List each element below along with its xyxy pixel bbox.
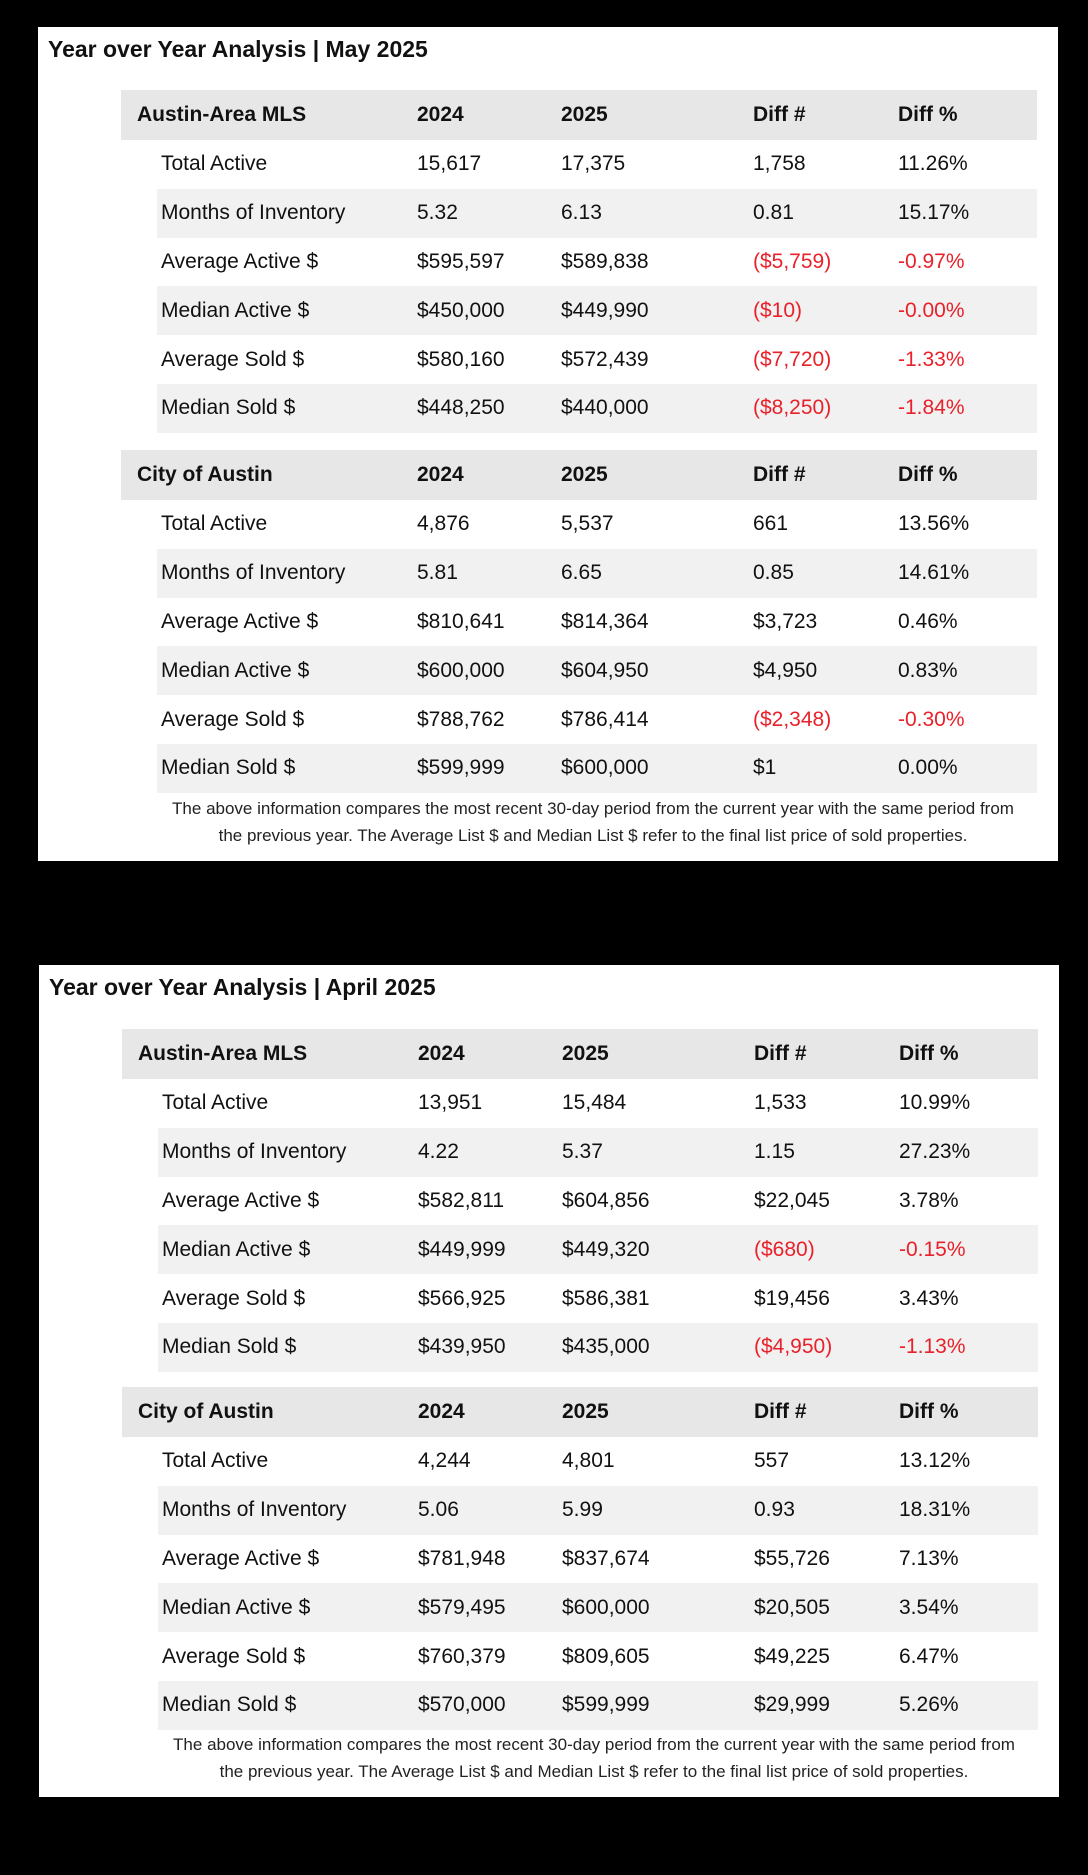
row-label: Total Active [161,512,268,536]
diff-pct: 6.47% [899,1644,959,1668]
footnote-line: The above information compares the most recent 30-day period from the current year with the same period from [172,799,1014,818]
table-row [158,1583,1038,1632]
value-2025: $449,990 [561,298,649,322]
row-label: Average Sold $ [162,1286,306,1310]
value-2024: $439,950 [418,1335,506,1359]
row-label: Total Active [162,1091,269,1115]
row-label: Average Active $ [162,1546,320,1570]
row-label: Months of Inventory [162,1140,347,1164]
header-2024: 2024 [418,1042,465,1065]
diff-pct: 3.78% [899,1188,959,1212]
value-2024: 5.06 [418,1498,459,1522]
diff-num: 1.15 [754,1140,795,1164]
diff-num: 0.81 [753,201,794,225]
value-2025: $435,000 [562,1335,650,1359]
footnote [38,795,1058,849]
table-row [121,695,1037,744]
table-row [158,1681,1038,1730]
value-2025: $837,674 [562,1546,650,1570]
value-2024: 4.22 [418,1140,459,1164]
table-row [121,335,1037,384]
row-label: Months of Inventory [161,201,346,225]
value-2024: $579,495 [418,1595,506,1619]
table-row [158,1128,1038,1177]
row-label: Average Active $ [162,1188,320,1212]
row-label: Average Active $ [161,249,319,273]
value-2024: 15,617 [417,152,482,176]
value-2025: $600,000 [561,756,649,780]
row-label: Median Sold $ [162,1335,297,1359]
row-label: Median Active $ [161,658,310,682]
row-label: Average Sold $ [162,1644,306,1668]
diff-pct: 15.17% [898,201,970,225]
value-2025: 5,537 [561,512,614,536]
row-label: Average Active $ [161,609,319,633]
diff-pct: 13.12% [899,1449,971,1473]
footnote-line: the previous year. The Average List $ and Median List $ refer to the final list price of sold properties. [219,1762,969,1781]
diff-num: $55,726 [754,1546,830,1570]
row-label: Median Active $ [162,1595,311,1619]
diff-num: 1,533 [754,1091,807,1115]
value-2024: 5.81 [417,561,458,585]
value-2024: $599,999 [417,756,505,780]
row-label: Average Sold $ [161,347,305,371]
diff-pct: -0.97% [898,249,965,273]
table-header [121,450,1037,500]
table-row [122,1535,1038,1584]
value-2024: $450,000 [417,298,505,322]
diff-num: $20,505 [754,1595,830,1619]
diff-pct: 13.56% [898,512,970,536]
table-header [122,1029,1038,1079]
header-diff-num: Diff # [754,1400,807,1423]
table-row [157,744,1037,793]
table-row [121,500,1037,549]
row-label: Median Active $ [161,298,310,322]
diff-num: ($10) [753,298,803,322]
header-diff-pct: Diff % [899,1042,959,1065]
report-title: Year over Year Analysis | May 2025 [48,36,428,62]
table-row [157,286,1037,335]
header-region: Austin-Area MLS [138,1042,308,1065]
value-2025: 15,484 [562,1091,627,1115]
diff-pct: -0.00% [898,298,965,322]
table-row [121,140,1037,189]
diff-pct: 11.26% [898,152,968,176]
row-label: Median Sold $ [161,396,296,420]
value-2024: $810,641 [417,609,505,633]
value-2025: 5.37 [562,1140,603,1164]
value-2024: $580,160 [417,347,505,371]
diff-pct: 27.23% [899,1140,971,1164]
value-2025: 17,375 [561,152,626,176]
row-label: Total Active [162,1449,269,1473]
table-row [122,1274,1038,1323]
value-2025: $604,856 [562,1188,650,1212]
value-2025: $572,439 [561,347,649,371]
report-panel-may [38,27,1058,861]
diff-pct: 3.43% [899,1286,959,1310]
footnote [39,1731,1059,1785]
diff-pct: 3.54% [899,1595,959,1619]
value-2024: 13,951 [418,1091,483,1115]
diff-pct: -1.84% [898,396,965,420]
footnote-line: the previous year. The Average List $ and Median List $ refer to the final list price of sold properties. [218,826,968,845]
header-diff-pct: Diff % [898,463,958,486]
city-of-austin-table [121,450,1037,793]
diff-pct: 18.31% [899,1498,971,1522]
value-2024: 5.32 [417,201,458,225]
diff-num: $22,045 [754,1188,830,1212]
value-2025: $599,999 [562,1693,650,1717]
value-2024: $448,250 [417,396,505,420]
value-2025: 6.65 [561,561,602,585]
diff-pct: 0.00% [898,756,958,780]
header-diff-num: Diff # [753,463,806,486]
footnote-line: The above information compares the most recent 30-day period from the current year with the same period from [173,1735,1015,1754]
table-row [121,598,1037,647]
header-diff-pct: Diff % [899,1400,959,1423]
row-label: Months of Inventory [161,561,346,585]
diff-num: $4,950 [753,658,818,682]
value-2024: $595,597 [417,249,505,273]
diff-num: $29,999 [754,1693,830,1717]
diff-num: ($7,720) [753,347,832,371]
diff-num: 557 [754,1449,790,1473]
report-panel-april [39,965,1059,1797]
value-2024: $600,000 [417,658,505,682]
value-2024: $582,811 [418,1188,505,1212]
table-row [158,1486,1038,1535]
value-2025: $600,000 [562,1595,650,1619]
value-2025: $589,838 [561,249,649,273]
table-row [122,1079,1038,1128]
diff-num: 661 [753,512,789,536]
header-region: City of Austin [138,1400,274,1423]
table-row [122,1437,1038,1486]
diff-pct: -1.33% [898,347,965,371]
diff-pct: 0.83% [898,658,958,682]
diff-pct: 14.61% [898,561,970,585]
header-2024: 2024 [417,103,464,126]
report-title: Year over Year Analysis | April 2025 [49,974,436,1000]
value-2024: $788,762 [417,707,505,731]
diff-pct: 0.46% [898,609,958,633]
header-2024: 2024 [418,1400,465,1423]
value-2024: $760,379 [418,1644,506,1668]
header-2025: 2025 [561,463,608,486]
austin-area-mls-table [122,1029,1038,1372]
diff-pct: -0.30% [898,707,965,731]
diff-pct: 10.99% [899,1091,971,1115]
diff-num: ($5,759) [753,249,832,273]
header-2024: 2024 [417,463,464,486]
table-header [122,1387,1038,1437]
table-row [157,189,1037,238]
table-row [158,1323,1038,1372]
table-row [122,1177,1038,1226]
row-label: Total Active [161,152,268,176]
header-2025: 2025 [562,1400,609,1423]
header-diff-num: Diff # [753,103,806,126]
value-2025: 6.13 [561,201,602,225]
value-2024: $781,948 [418,1546,506,1570]
diff-num: ($680) [754,1237,815,1261]
header-region: Austin-Area MLS [137,103,307,126]
value-2024: 4,876 [417,512,470,536]
diff-num: ($8,250) [753,396,832,420]
diff-num: ($4,950) [754,1335,833,1359]
diff-num: $19,456 [754,1286,830,1310]
diff-pct: -0.15% [899,1237,966,1261]
diff-pct: -1.13% [899,1335,966,1359]
city-of-austin-table [122,1387,1038,1730]
austin-area-mls-table [121,90,1037,433]
table-row [157,384,1037,433]
header-diff-num: Diff # [754,1042,807,1065]
value-2024: $570,000 [418,1693,506,1717]
row-label: Median Sold $ [161,756,296,780]
value-2025: $586,381 [562,1286,650,1310]
diff-num: $3,723 [753,609,818,633]
header-region: City of Austin [137,463,273,486]
diff-num: $49,225 [754,1644,830,1668]
value-2025: 5.99 [562,1498,603,1522]
table-row [158,1225,1038,1274]
header-diff-pct: Diff % [898,103,958,126]
value-2025: $786,414 [561,707,649,731]
table-row [121,238,1037,287]
value-2025: $809,605 [562,1644,650,1668]
table-row [157,646,1037,695]
row-label: Median Active $ [162,1237,311,1261]
row-label: Months of Inventory [162,1498,347,1522]
diff-pct: 5.26% [899,1693,959,1717]
header-2025: 2025 [561,103,608,126]
table-header [121,90,1037,140]
value-2025: $449,320 [562,1237,650,1261]
value-2025: $814,364 [561,609,649,633]
row-label: Average Sold $ [161,707,305,731]
value-2024: $449,999 [418,1237,506,1261]
header-2025: 2025 [562,1042,609,1065]
diff-num: $1 [753,756,777,780]
value-2024: 4,244 [418,1449,471,1473]
diff-pct: 7.13% [899,1546,959,1570]
table-row [122,1632,1038,1681]
diff-num: 1,758 [753,152,806,176]
diff-num: 0.93 [754,1498,795,1522]
value-2025: 4,801 [562,1449,615,1473]
value-2025: $440,000 [561,396,649,420]
diff-num: 0.85 [753,561,794,585]
value-2024: $566,925 [418,1286,506,1310]
row-label: Median Sold $ [162,1693,297,1717]
diff-num: ($2,348) [753,707,832,731]
value-2025: $604,950 [561,658,649,682]
table-row [157,549,1037,598]
